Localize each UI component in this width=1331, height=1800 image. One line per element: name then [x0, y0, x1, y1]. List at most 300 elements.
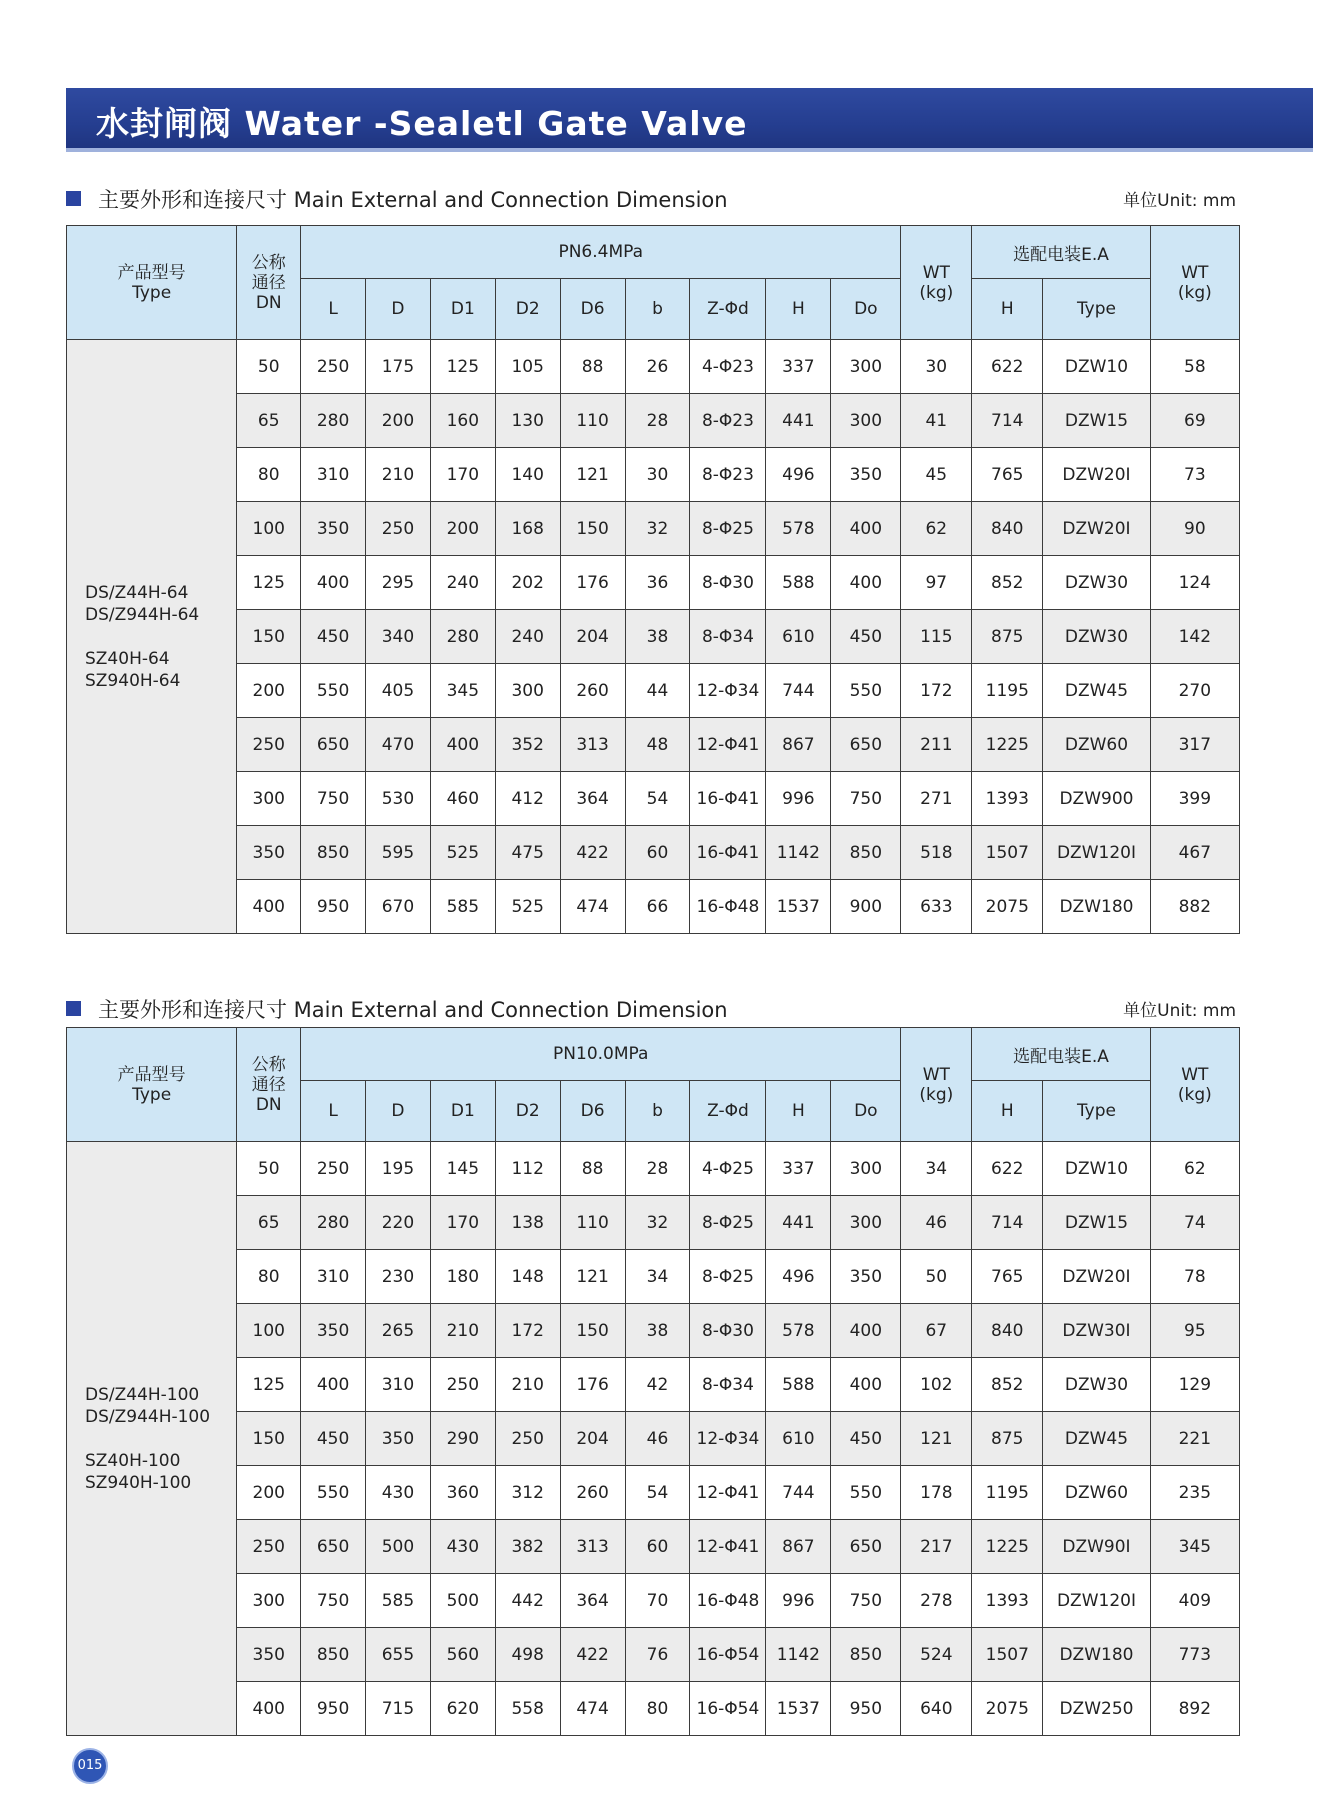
table-cell: 34 [625, 1250, 690, 1304]
table-cell: 8-Φ30 [690, 556, 766, 610]
table-cell: 2075 [972, 880, 1043, 934]
table-cell: 102 [901, 1358, 972, 1412]
header-col: D1 [430, 279, 495, 340]
table-cell: 840 [972, 1304, 1043, 1358]
table-cell: 125 [430, 340, 495, 394]
header-col: H [766, 1081, 831, 1142]
table-cell: 850 [301, 1628, 366, 1682]
table-cell: 90 [1150, 502, 1239, 556]
table-cell: 337 [766, 1142, 831, 1196]
table-cell: 1393 [972, 1574, 1043, 1628]
table-cell: 450 [831, 1412, 901, 1466]
table-cell: 500 [366, 1520, 431, 1574]
table-cell: 8-Φ25 [690, 502, 766, 556]
table-cell: DZW250 [1043, 1682, 1150, 1736]
table-cell: 1507 [972, 826, 1043, 880]
table-row [67, 502, 1240, 556]
table-cell: 88 [560, 1142, 625, 1196]
table-cell: 8-Φ30 [690, 1304, 766, 1358]
table-row [67, 556, 1240, 610]
table-cell: 500 [430, 1574, 495, 1628]
table-cell: 280 [301, 394, 366, 448]
table-cell: 400 [237, 880, 301, 934]
table-cell: 409 [1150, 1574, 1239, 1628]
header-col: D [366, 1081, 431, 1142]
table-cell: 518 [901, 826, 972, 880]
table-cell: 467 [1150, 826, 1239, 880]
table-cell: 610 [766, 1412, 831, 1466]
table-cell: 8-Φ25 [690, 1196, 766, 1250]
table-cell: 121 [901, 1412, 972, 1466]
table-cell: 714 [972, 394, 1043, 448]
table-cell: 1142 [766, 1628, 831, 1682]
table-cell: 80 [237, 448, 301, 502]
table-cell: DZW30 [1043, 610, 1150, 664]
table-cell: 1225 [972, 718, 1043, 772]
table-cell: 32 [625, 502, 690, 556]
table-cell: 450 [301, 1412, 366, 1466]
table-cell: 474 [560, 880, 625, 934]
table-row [67, 1250, 1240, 1304]
table-cell: 217 [901, 1520, 972, 1574]
table-cell: 1195 [972, 1466, 1043, 1520]
type-model: DS/Z944H-64 [85, 604, 200, 625]
table-cell: 250 [430, 1358, 495, 1412]
table-cell: DZW20I [1043, 448, 1150, 502]
table-cell: 498 [495, 1628, 560, 1682]
table-cell: 65 [237, 1196, 301, 1250]
dimension-table-2 [66, 1027, 1240, 1736]
table-cell: 69 [1150, 394, 1239, 448]
table-cell: DZW30 [1043, 1358, 1150, 1412]
table-cell: 250 [366, 502, 431, 556]
table-cell: 73 [1150, 448, 1239, 502]
table-cell: 578 [766, 502, 831, 556]
table-cell: 1507 [972, 1628, 1043, 1682]
table-cell: 474 [560, 1682, 625, 1736]
table-cell: 300 [237, 1574, 301, 1628]
table-cell: 145 [430, 1142, 495, 1196]
table-cell: 585 [430, 880, 495, 934]
table-row [67, 1412, 1240, 1466]
table-row [67, 772, 1240, 826]
table-cell: 525 [495, 880, 560, 934]
header-wt-actuated: WT (kg) [1150, 226, 1239, 340]
header-wt: WT (kg) [901, 1028, 972, 1142]
table-cell: 585 [366, 1574, 431, 1628]
header-col: D2 [495, 1081, 560, 1142]
table-cell: 176 [560, 1358, 625, 1412]
table-cell: 200 [237, 664, 301, 718]
table-cell: DZW30I [1043, 1304, 1150, 1358]
table-cell: 16-Φ41 [690, 826, 766, 880]
table-row [67, 340, 1240, 394]
table-cell: 1142 [766, 826, 831, 880]
table-cell: 441 [766, 1196, 831, 1250]
table-row [67, 1142, 1240, 1196]
table-cell: 54 [625, 1466, 690, 1520]
table-cell: DZW15 [1043, 394, 1150, 448]
table-cell: 496 [766, 1250, 831, 1304]
table-cell: 220 [366, 1196, 431, 1250]
table-cell: 200 [237, 1466, 301, 1520]
section-2-caption: 主要外形和连接尺寸 Main External and Connection Dimension [98, 998, 728, 1022]
table-cell: 300 [831, 340, 901, 394]
header-col: H [766, 279, 831, 340]
header-electric-actuator: 选配电装E.A [972, 1028, 1150, 1081]
table-row [67, 1520, 1240, 1574]
table-cell: 640 [901, 1682, 972, 1736]
table-cell: 442 [495, 1574, 560, 1628]
table-cell: DZW180 [1043, 880, 1150, 934]
table-row [67, 610, 1240, 664]
table-cell: 715 [366, 1682, 431, 1736]
table-body [67, 340, 1240, 934]
table-cell: 400 [831, 1304, 901, 1358]
table-cell: 210 [430, 1304, 495, 1358]
table-cell: 12-Φ41 [690, 718, 766, 772]
table-cell: 310 [301, 448, 366, 502]
table-cell: 588 [766, 1358, 831, 1412]
table-cell: 44 [625, 664, 690, 718]
table-cell: 400 [831, 1358, 901, 1412]
table-cell: 50 [237, 340, 301, 394]
table-cell: 550 [301, 1466, 366, 1520]
table-cell: 300 [237, 772, 301, 826]
table-cell: 496 [766, 448, 831, 502]
table-cell: 62 [901, 502, 972, 556]
square-bullet-icon [66, 191, 81, 206]
table-cell: 524 [901, 1628, 972, 1682]
table-cell: 1537 [766, 880, 831, 934]
table-cell: 588 [766, 556, 831, 610]
header-ea-type: Type [1043, 1081, 1150, 1142]
table-cell: 202 [495, 556, 560, 610]
table-cell: 30 [625, 448, 690, 502]
table-cell: 67 [901, 1304, 972, 1358]
header-dn: 公称 通径 DN [237, 1028, 301, 1142]
table-cell: 300 [831, 1142, 901, 1196]
table-cell: 30 [901, 340, 972, 394]
table-row [67, 664, 1240, 718]
table-cell: 852 [972, 1358, 1043, 1412]
table-cell: 850 [831, 1628, 901, 1682]
table-cell: 280 [301, 1196, 366, 1250]
table-cell: 42 [625, 1358, 690, 1412]
table-cell: DZW20I [1043, 1250, 1150, 1304]
table-cell: 76 [625, 1628, 690, 1682]
table-cell: 578 [766, 1304, 831, 1358]
table-cell: 744 [766, 664, 831, 718]
section-1-heading [66, 184, 1236, 214]
table-cell: 422 [560, 826, 625, 880]
table-cell: 430 [430, 1520, 495, 1574]
table-cell: 750 [831, 1574, 901, 1628]
table-cell: 12-Φ41 [690, 1466, 766, 1520]
header-wt-actuated: WT (kg) [1150, 1028, 1239, 1142]
table-cell: 125 [237, 556, 301, 610]
table-cell: 150 [237, 1412, 301, 1466]
table-cell: 400 [301, 556, 366, 610]
table-cell: 250 [237, 718, 301, 772]
table-cell: 337 [766, 340, 831, 394]
table-cell: DZW180 [1043, 1628, 1150, 1682]
type-cell [67, 340, 237, 934]
type-model: DS/Z944H-100 [85, 1406, 211, 1427]
table-cell: DZW120I [1043, 826, 1150, 880]
table-cell: 399 [1150, 772, 1239, 826]
table-cell: 250 [301, 340, 366, 394]
table-cell: 38 [625, 610, 690, 664]
table-cell: 1225 [972, 1520, 1043, 1574]
table-cell: DZW60 [1043, 718, 1150, 772]
header-type: 产品型号 Type [67, 1028, 237, 1142]
table-row [67, 1196, 1240, 1250]
table-cell: 150 [560, 502, 625, 556]
table-cell: 26 [625, 340, 690, 394]
table-cell: 400 [831, 556, 901, 610]
table-cell: 300 [831, 394, 901, 448]
table-cell: 176 [560, 556, 625, 610]
table-row [67, 1358, 1240, 1412]
header-type: 产品型号 Type [67, 226, 237, 340]
table-cell: 41 [901, 394, 972, 448]
table-cell: 350 [831, 1250, 901, 1304]
table-cell: 110 [560, 1196, 625, 1250]
table-cell: 16-Φ48 [690, 1574, 766, 1628]
table-cell: 260 [560, 1466, 625, 1520]
table-cell: 140 [495, 448, 560, 502]
header-ea-h: H [972, 1081, 1043, 1142]
page-number-badge: 015 [72, 1748, 108, 1784]
table-cell: 340 [366, 610, 431, 664]
table-row [67, 1628, 1240, 1682]
table-cell: DZW10 [1043, 340, 1150, 394]
table-cell: 80 [625, 1682, 690, 1736]
type-model: DS/Z44H-64 [85, 582, 189, 603]
table-cell: 996 [766, 1574, 831, 1628]
table-cell: 211 [901, 718, 972, 772]
table-cell: 271 [901, 772, 972, 826]
table-cell: 670 [366, 880, 431, 934]
table-cell: 172 [901, 664, 972, 718]
table-cell: 655 [366, 1628, 431, 1682]
table-cell: 260 [560, 664, 625, 718]
table-cell: 150 [237, 610, 301, 664]
type-model: SZ40H-64 [85, 648, 170, 669]
table-cell: 178 [901, 1466, 972, 1520]
table-cell: 235 [1150, 1466, 1239, 1520]
table-cell: 46 [901, 1196, 972, 1250]
table-cell: 195 [366, 1142, 431, 1196]
table-cell: 175 [366, 340, 431, 394]
table-cell: 360 [430, 1466, 495, 1520]
header-col: b [625, 279, 690, 340]
table-cell: 317 [1150, 718, 1239, 772]
table-cell: 750 [831, 772, 901, 826]
table-cell: 142 [1150, 610, 1239, 664]
table-cell: 16-Φ54 [690, 1682, 766, 1736]
table-cell: 867 [766, 1520, 831, 1574]
section-1-caption: 主要外形和连接尺寸 Main External and Connection Dimension [98, 188, 728, 212]
table-cell: 1195 [972, 664, 1043, 718]
table-cell: 230 [366, 1250, 431, 1304]
table-cell: 773 [1150, 1628, 1239, 1682]
table-cell: 530 [366, 772, 431, 826]
table-cell: 8-Φ34 [690, 1358, 766, 1412]
table-cell: 1393 [972, 772, 1043, 826]
table-cell: 70 [625, 1574, 690, 1628]
table-cell: 290 [430, 1412, 495, 1466]
table-cell: 852 [972, 556, 1043, 610]
table-cell: 525 [430, 826, 495, 880]
table-cell: 1537 [766, 1682, 831, 1736]
table-cell: 950 [831, 1682, 901, 1736]
table-cell: 650 [301, 718, 366, 772]
table-cell: 240 [430, 556, 495, 610]
table-cell: 74 [1150, 1196, 1239, 1250]
table-cell: DZW10 [1043, 1142, 1150, 1196]
table-cell: 750 [301, 1574, 366, 1628]
header-col: Z-Φd [690, 1081, 766, 1142]
table-cell: 364 [560, 1574, 625, 1628]
table-row [67, 880, 1240, 934]
table-cell: 950 [301, 880, 366, 934]
table-cell: DZW45 [1043, 1412, 1150, 1466]
table-cell: 765 [972, 1250, 1043, 1304]
table-cell: 115 [901, 610, 972, 664]
table-cell: 610 [766, 610, 831, 664]
table-cell: DZW20I [1043, 502, 1150, 556]
table-cell: 313 [560, 1520, 625, 1574]
table-cell: 350 [366, 1412, 431, 1466]
table-cell: 550 [301, 664, 366, 718]
table-row [67, 718, 1240, 772]
table-cell: DZW900 [1043, 772, 1150, 826]
table-row [67, 1466, 1240, 1520]
type-model: DS/Z44H-100 [85, 1384, 200, 1405]
table-cell: 16-Φ48 [690, 880, 766, 934]
table-cell: 750 [301, 772, 366, 826]
header-pressure: PN6.4MPa [301, 226, 901, 279]
section-2-heading [66, 994, 1236, 1024]
table-cell: 80 [237, 1250, 301, 1304]
table-cell: 892 [1150, 1682, 1239, 1736]
page-title: 水封闸阀 Water -Sealetl Gate Valve [96, 104, 748, 143]
table-cell: 16-Φ41 [690, 772, 766, 826]
table-cell: 200 [366, 394, 431, 448]
table-cell: 38 [625, 1304, 690, 1358]
table-cell: 170 [430, 448, 495, 502]
table-cell: 400 [237, 1682, 301, 1736]
section-2-unit: 单位Unit: mm [1123, 1001, 1236, 1021]
table-cell: 204 [560, 610, 625, 664]
table-cell: DZW60 [1043, 1466, 1150, 1520]
table-row [67, 826, 1240, 880]
table-cell: 295 [366, 556, 431, 610]
table-cell: 121 [560, 1250, 625, 1304]
table-cell: 12-Φ34 [690, 1412, 766, 1466]
table-cell: 650 [831, 718, 901, 772]
table-cell: 650 [301, 1520, 366, 1574]
table-cell: 622 [972, 340, 1043, 394]
table-cell: 882 [1150, 880, 1239, 934]
table-cell: 345 [1150, 1520, 1239, 1574]
table-cell: 180 [430, 1250, 495, 1304]
table-cell: 62 [1150, 1142, 1239, 1196]
header-col: D [366, 279, 431, 340]
table-cell: 160 [430, 394, 495, 448]
table-cell: 350 [301, 502, 366, 556]
table-cell: 200 [430, 502, 495, 556]
table-cell: 8-Φ23 [690, 448, 766, 502]
table-cell: 850 [301, 826, 366, 880]
table-cell: 2075 [972, 1682, 1043, 1736]
table-cell: 110 [560, 394, 625, 448]
header-electric-actuator: 选配电装E.A [972, 226, 1150, 279]
table-cell: DZW30 [1043, 556, 1150, 610]
table-cell: 129 [1150, 1358, 1239, 1412]
table-cell: 310 [301, 1250, 366, 1304]
table-cell: 50 [237, 1142, 301, 1196]
header-col: L [301, 1081, 366, 1142]
header-ea-type: Type [1043, 279, 1150, 340]
header-col: D2 [495, 279, 560, 340]
table-cell: 560 [430, 1628, 495, 1682]
table-cell: 312 [495, 1466, 560, 1520]
table-row [67, 1304, 1240, 1358]
table-body [67, 1142, 1240, 1736]
table-cell: 300 [495, 664, 560, 718]
table-cell: DZW90I [1043, 1520, 1150, 1574]
table-cell: 996 [766, 772, 831, 826]
table-cell: 36 [625, 556, 690, 610]
type-model: SZ40H-100 [85, 1450, 181, 1471]
table-cell: 345 [430, 664, 495, 718]
table-cell: 460 [430, 772, 495, 826]
table-cell: 221 [1150, 1412, 1239, 1466]
table-cell: 595 [366, 826, 431, 880]
table-cell: 250 [237, 1520, 301, 1574]
table-cell: DZW120I [1043, 1574, 1150, 1628]
title-bar [66, 88, 1313, 152]
header-col: D6 [560, 1081, 625, 1142]
header-dn: 公称 通径 DN [237, 226, 301, 340]
table-cell: 32 [625, 1196, 690, 1250]
table-cell: 8-Φ34 [690, 610, 766, 664]
table-cell: 210 [366, 448, 431, 502]
table-cell: 950 [301, 1682, 366, 1736]
table-row [67, 394, 1240, 448]
table-cell: 105 [495, 340, 560, 394]
header-col: b [625, 1081, 690, 1142]
table-cell: 250 [301, 1142, 366, 1196]
table-cell: 210 [495, 1358, 560, 1412]
table-cell: 422 [560, 1628, 625, 1682]
table-cell: 352 [495, 718, 560, 772]
table-cell: 121 [560, 448, 625, 502]
table-cell: 34 [901, 1142, 972, 1196]
table-cell: 650 [831, 1520, 901, 1574]
table-cell: 138 [495, 1196, 560, 1250]
table-cell: 150 [560, 1304, 625, 1358]
header-pressure: PN10.0MPa [301, 1028, 901, 1081]
table-cell: 125 [237, 1358, 301, 1412]
table-cell: 470 [366, 718, 431, 772]
table-cell: 60 [625, 1520, 690, 1574]
table-cell: 633 [901, 880, 972, 934]
type-model: SZ940H-100 [85, 1472, 192, 1493]
